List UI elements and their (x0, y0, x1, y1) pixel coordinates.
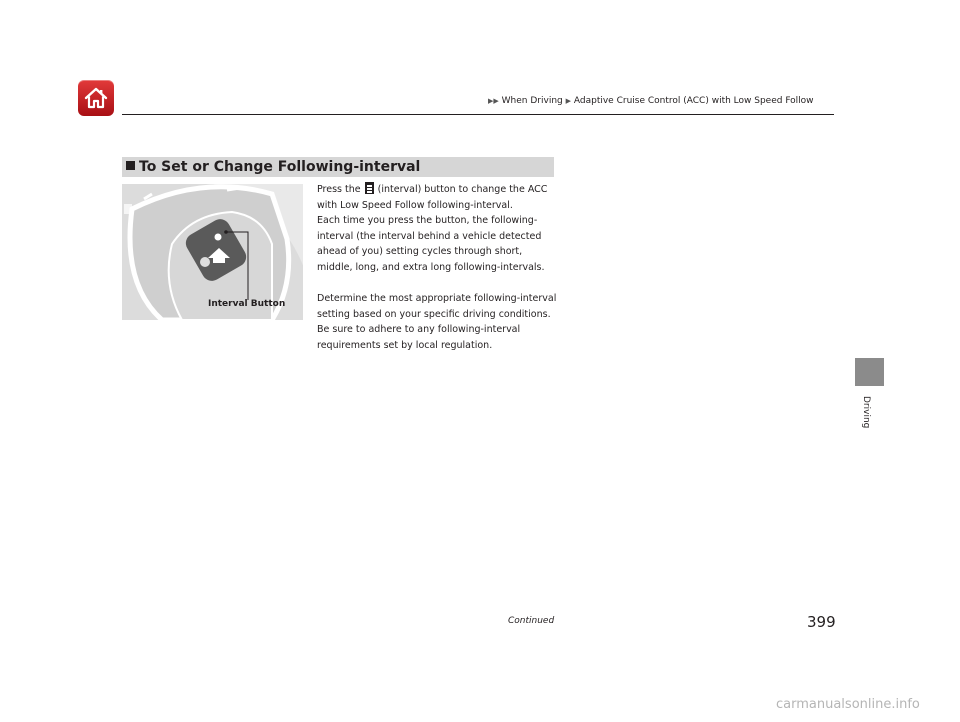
breadcrumb-arrow-icon: ▶▶ (488, 97, 499, 105)
square-bullet-icon (126, 161, 135, 170)
paragraph: Press the (interval) button to change the ACC with Low Speed Follow following-interval. (317, 184, 548, 211)
paragraph: Determine the most appropriate following-interval setting based on your specific driving conditions. Be sure to adhere to any following-interval requirements set by local regulation. (317, 293, 557, 351)
breadcrumb (488, 96, 814, 106)
chapter-tab[interactable] (855, 358, 884, 386)
home-button[interactable] (78, 80, 114, 116)
steering-wheel-figure (122, 184, 303, 320)
header-divider (122, 114, 834, 115)
interval-button-callout: Interval Button (208, 299, 286, 309)
chapter-label: Driving (861, 396, 871, 429)
page-number: 399 (807, 613, 836, 631)
home-icon (83, 85, 109, 111)
interval-icon (365, 182, 374, 194)
watermark: carmanualsonline.info (776, 697, 920, 712)
instruction-text (317, 182, 557, 354)
breadcrumb-arrow-icon: ▶ (565, 97, 572, 105)
paragraph: Each time you press the button, the following-interval (the interval behind a vehicle detected ahead of you) setting cycles through short, middle, long, and extra long following-intervals. (317, 215, 545, 273)
section-title: To Set or Change Following-interval (126, 158, 420, 176)
breadcrumb-item[interactable]: Adaptive Cruise Control (ACC) with Low Speed Follow (573, 96, 814, 106)
breadcrumb-item[interactable]: When Driving (501, 96, 563, 106)
continued-label: Continued (508, 616, 555, 626)
